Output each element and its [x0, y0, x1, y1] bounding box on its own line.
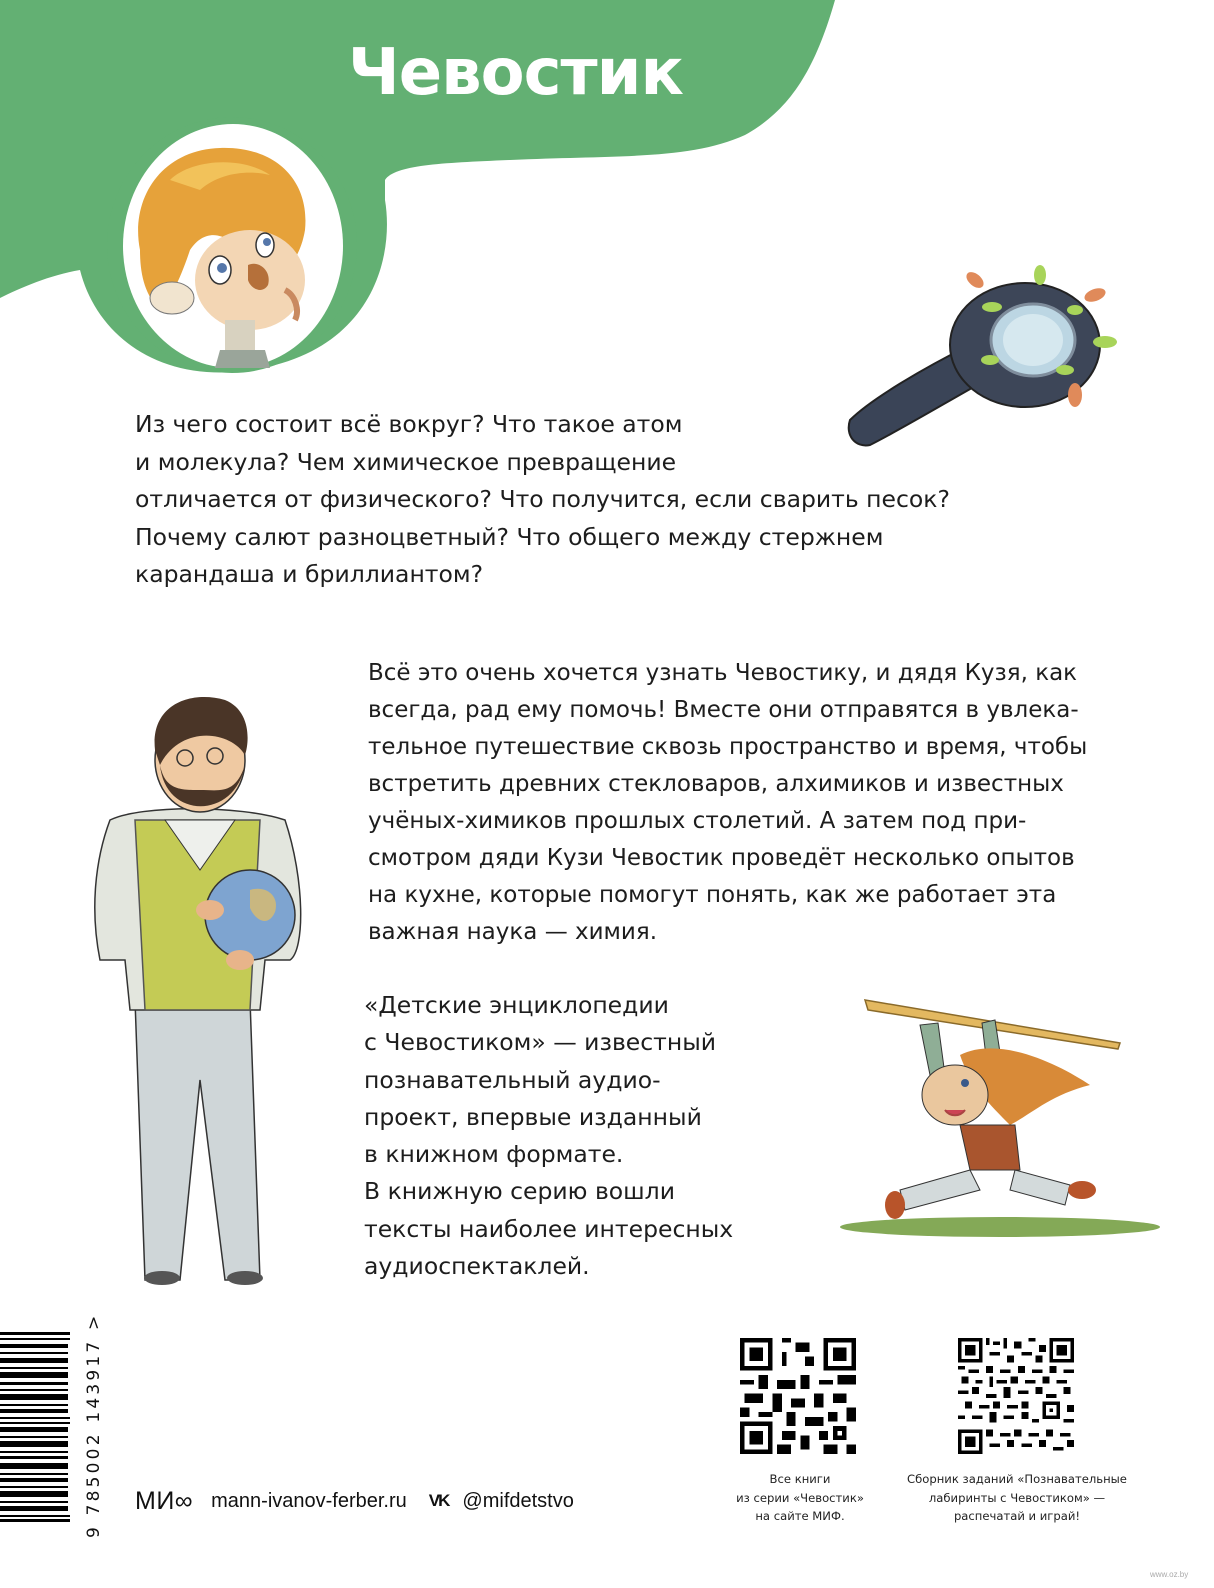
story-line: учёных-химиков прошлых столетий. А затем под при- [368, 808, 1027, 834]
page-title: Чевостик [348, 36, 683, 110]
series-line: аудиоспектаклей. [364, 1252, 590, 1281]
series-line: «Детские энциклопедии [364, 991, 669, 1019]
story-paragraph [368, 655, 1158, 951]
intro-paragraph [135, 406, 950, 594]
intro-line: карандаша и бриллиантом? [135, 560, 484, 588]
uncle-kuzya-illustration [50, 680, 350, 1290]
publisher-website-link[interactable]: mann-ivanov-ferber.ru [211, 1489, 407, 1512]
caption-line: Все книги [769, 1472, 831, 1486]
intro-line: отличается от физического? Что получится, если сварить песок? [135, 485, 950, 513]
publisher-logo: МИ∞ [135, 1486, 194, 1515]
running-chevostik-illustration [820, 965, 1180, 1245]
vk-icon: VK [428, 1491, 449, 1510]
series-line: с Чевостиком» — известный [364, 1028, 717, 1057]
qr-code-labyrinths[interactable] [958, 1338, 1074, 1454]
caption-line: из серии «Чевостик» [736, 1490, 864, 1505]
series-line: тексты наиболее интересных [364, 1214, 734, 1243]
story-line: встретить древних стекловаров, алхимиков и известных [368, 771, 1064, 797]
isbn-digits: 9 785002 143917 > [84, 1312, 104, 1538]
caption-line: распечатай и играй! [953, 1509, 1081, 1523]
story-line: Всё это очень хочется узнать Чевостику, и дядя Кузя, как [368, 660, 1078, 686]
intro-line: Из чего состоит всё вокруг? Что такое атом [135, 410, 683, 438]
qr-caption-series-books [720, 1470, 880, 1526]
qr-code-series-books[interactable] [740, 1338, 856, 1454]
caption-line: на сайте МИФ. [755, 1509, 845, 1523]
barcode [0, 1332, 70, 1522]
isbn-number [68, 1310, 104, 1540]
qr-caption-labyrinths [895, 1470, 1139, 1526]
social-handle-link[interactable]: @mifdetstvo [462, 1489, 574, 1512]
chevostik-portrait-illustration [100, 120, 368, 370]
caption-line: лабиринты с Чевостиком» — [928, 1490, 1106, 1505]
publisher-footer [135, 1486, 574, 1516]
series-line: В книжную серию вошли [364, 1177, 675, 1206]
series-paragraph [364, 987, 804, 1285]
intro-line: Почему салют разноцветный? Что общего между стержнем [135, 522, 884, 551]
intro-line: и молекула? Чем химическое превращение [135, 447, 677, 476]
series-line: проект, впервые изданный [364, 1102, 702, 1131]
series-line: познавательный аудио- [364, 1065, 661, 1094]
story-line: тельное путешествие сквозь пространство и время, чтобы [368, 734, 1088, 760]
caption-line: Сборник заданий «Познавательные [907, 1472, 1127, 1486]
story-line: на кухне, которые помогут понять, как же работает эта [368, 882, 1057, 908]
story-line: смотром дяди Кузи Чевостик проведёт несколько опытов [368, 845, 1075, 871]
series-line: в книжном формате. [364, 1140, 624, 1169]
story-line: важная наука — химия. [368, 919, 658, 945]
story-line: всегда, рад ему помочь! Вместе они отправятся в увлека- [368, 697, 1079, 723]
magnifier-illustration [830, 250, 1120, 450]
watermark: www.oz.by [1150, 1570, 1189, 1579]
